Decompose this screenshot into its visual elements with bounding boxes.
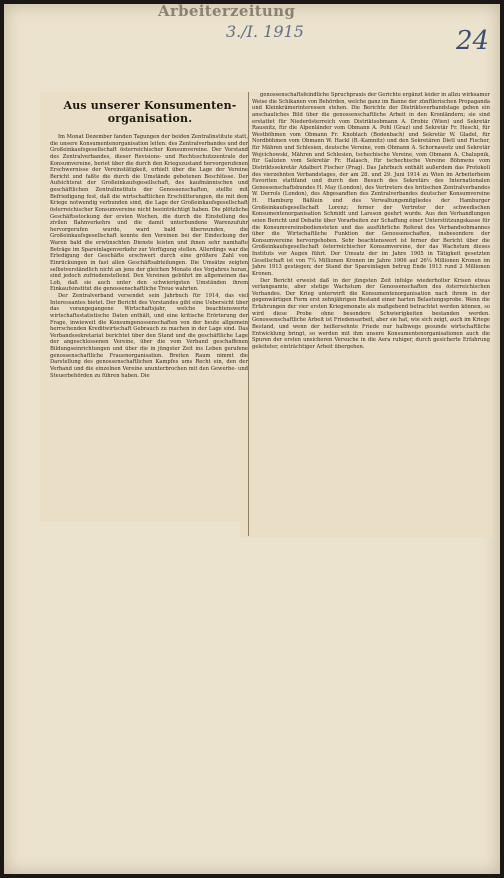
article-paragraph: Im Monat Dezember fanden Tagungen der beiden Zentralinstitute statt, die unsere Konsumentenorganisation leiten: des Zentralverbandes und der Großeinkaufsgesellschaft österreichischer Konsumvereine. Der Vorstand des Zentralverbandes, dieser Revisions- und Rechtsschutzzentrale der Konsumvereine, beriet über die durch den Kriegszustand hervorgerufenen Erschwernisse der Vereinstätigkeit, erhielt über die Lage der Vereine Bericht und faßte die durch die Umstände gebotenen Beschlüsse. Der Aufsichtsrat der Großeinkaufsgesellschaft, des kaufmännischen und geschäftlichen Zentralinstituts der Genossenschaften, stellte mit Befriedigung fest, daß die wirtschaftlichen Erschütterungen, die mit dem Kriege notwendig verbunden sind, die Lage der Großeinkaufsgesellschaft österreichischer Konsumvereine nicht beeinträchtigt haben. Die plötzliche Geschäftsstockung der ersten Wochen, die durch die Einstellung des zivilen Bahnverkehrs und die damit unterbundene Warenzufuhr hervorgerufen wurde, ward bald überwunden, die Großeinkaufsgesellschaft konnte den Vereinen bei der Eindeckung der Waren bald die erwünschten Dienste leisten und ihnen sehr namhafte Beträge im Spareinlagenverkehr zur Verfügung stellen. Allerdings war die Erledigung der Geschäfte erschwert durch eine größere Zahl von Einrückungen in fast allen Geschäftsabteilungen. Die Umsätze zeigten selbstverständlich nicht an jene der gleichen Monate des Vorjahres heran, sind jedoch zufriedenstellend. Den Vereinen gebührt im allgemeinen das Lob, daß sie auch unter den schwierigsten Umständen ihrem Einkaufsinstitut die genossenschaftliche Treue wahrten. (50, 134, 248, 293)
article-title-line-2: organisation. (107, 112, 193, 125)
article-column-right (252, 92, 490, 534)
archive-number: 24 (456, 26, 490, 56)
column-divider (248, 92, 249, 536)
article-column-left (50, 134, 248, 514)
article-title (52, 99, 248, 125)
article-paragraph: Der Zentralverband versendet sein Jahrbuch für 1914, das viel Interessantes bietet. Der Bericht des Vorstandes gibt eine Uebersicht über das vorangegangene Wirtschaftsjahr, welche beachtenswerte wirtschaftsstatistische Daten enthält, und eine kritische Erörterung der Frage, inwieweit die Konsumgenossenschaften von der heute allgemein herrschenden Kreditwirtschaft Gebrauch zu machen in der Lage sind. Das Verbandssekretariat berichtet über den Stand und die geschäftliche Lage der angeschlossenen Vereine, über die vom Verband geschaffenen Bildungseinrichtungen und über die in jüngster Zeit ins Leben gerufene genossenschaftliche Frauenorganisation. Breiten Raum nimmt die Darstellung des genossenschaftlichen Kampfes ums Recht ein, den der Verband und die einzelnen Vereine ununterbrochen mit den Gewerbe- und Steuerbehörden zu führen haben. Die (50, 293, 248, 379)
article-paragraph: Der Bericht erweist daß in der jüngsten Zeit infolge wiederholter Krisen etwas verlangsamte, aber stetige Wachstum der Genossenschaften des österreichischen Verbandes. Der Krieg unterwirft die Konsumentenorganisation nach ihrem in der gegenwärtigen Form erst zehnjährigen Bestand einer harten Belastungsprobe. Wenn die Erfahrungen der vier ersten Kriegsmonate als maßgebend betrachtet werden können, so wird diese Probe ohne besondere Schwierigkeiten bestanden werden. Genossenschaftliche Arbeit ist Friedensarbeit, aber sie hat, wie sich zeigt, auch im Kriege Bestand, und wenn der heißersehnte Friede nur halbwegs gesunde wirtschaftliche Entwicklung bringt, so werden mit ihm unsere Konsumentenorganisationen auch die Spuren der ersten unsicheren Versuche in die Aera ruhiger, durch gesicherte Erfahrung geleiteter, einträchtiger Arbeit übergehen. (252, 277, 490, 350)
article-paragraph: genossenschaftsfeindliche Spruchpraxis der Gerichte ergänzt leider in allzu wirksamer Weise die Schikanen von Behörden, welche ganz im Banne der zünftlerischen Propaganda und Kleinkrämerinteressen stehen. Die Berichte der Distriktsverbandstage geben ein anschauliches Bild über die genossenschaftliche Arbeit in den Kronländern; sie sind erstattet für Niederösterreich vom Distriktsobmann A. Drobiz (Wien) und Sekretär Rausnitz, für die Alpenländer vom Obmann A. Pohl (Graz) und Sekretär Fr. Heschl, für Westböhmen vom Obmann Fr. Knoblach (Bodenbach) und Sekretär W. Gladel, für Nordböhmen vom Obmann W. Hackl (B.-Kamnitz) und den Sekretären Dietl und Fischer, für Mähren und Schlesien, deutsche Vereine, vom Obmann A. Schornawetz und Sekretär Wojcichowski, Mähren und Schlesien, tschechische Vereine, vom Obmann A. Chalupnik, für Galizien vom Sekretär Fr. Halasch, für tschechische Vereine Böhmens vom Distriktssekretär Adalbert Fischer (Prag). Das Jahrbuch enthält außerdem das Protokoll des vierzehnten Verbandstages, der am 28. und 29. Juni 1914 zu Wien im Arbeiterheim Favoriten stattfand und durch den Besuch des Sekretärs des Internationalen Genossenschaftsbundes H. May (London), des Vertreters des britischen Zentralverbandes W. Derrols (London), des Abgesandten des Zentralverbandes deutscher Konsumvereine H. Hamburg Bäßlein und des Verwaltungsmitgliedes der Hamburger Großeinkaufsgesellschaft Lorenz; ferner der Vertreter der schwedischen Konsumentenorganisation Schmidt und Larsson geehrt wurde. Aus den Verhandlungen seien Bericht und Debatte über Vorarbeiten zur Schaffung einer Unterstützungskasse für die Konsumvereinsbediensteten und das ausführliche Referat des Verbandsobmannes über die Wirtschaftliche Funktion der Genossenschaften, insbesondere der Konsumvereine hervorgehoben. Sehr beachtenswert ist ferner der Bericht über die Großeinkaufsgesellschaft österreichischer Konsumvereine, der das Wachstum dieses Instituts vor Augen führt. Der Umsatz der im Jahre 1905 in Tätigkeit gesetzten Gesellschaft ist von 7¼ Millionen Kronen im Jahre 1906 auf 26¼ Millionen Kronen im Jahre 1913 gestiegen; der Stand der Spareinlagen betrug Ende 1913 rund 2 Millionen Kronen. (252, 92, 490, 277)
handwritten-date: 3./I. 1915 (226, 22, 304, 41)
newspaper-name: Arbeiterzeitung (158, 2, 296, 20)
article-title-line-1: Aus unserer Konsumenten- (63, 99, 237, 112)
